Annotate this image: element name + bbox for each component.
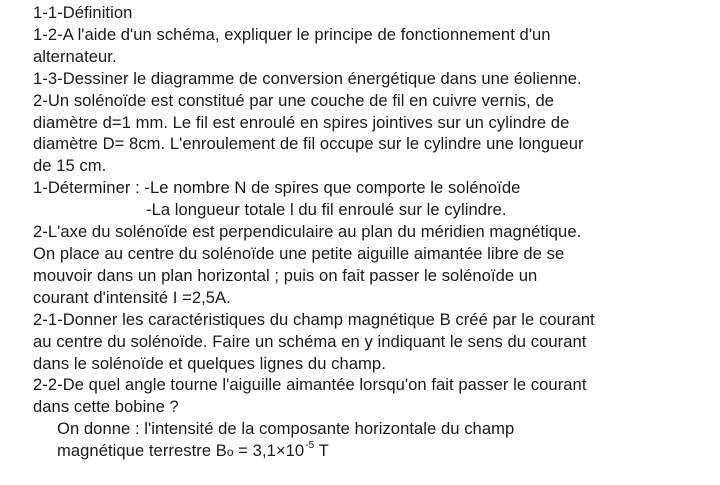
problem-2-line-2: diamètre d=1 mm. Le fil est enroulé en spires jointives sur un cylindre de: [33, 112, 570, 132]
question-2-2-line-4: courant d'intensité I =2,5A.: [33, 287, 231, 307]
b-zero-subscript: o: [226, 445, 234, 460]
problem-2-line-4: de 15 cm.: [33, 156, 107, 176]
exponent: -5: [305, 440, 315, 452]
problem-2-line-1: 2-Un solénoïde est constitué par une couche de fil en cuivre vernis, de: [33, 90, 555, 110]
given-data-unit: T: [314, 441, 329, 461]
question-2-2-2-line-2: dans cette bobine ?: [33, 397, 179, 417]
question-2-2-1-line-2: au centre du solénoïde. Faire un schéma en y indiquant le sens du courant: [33, 331, 587, 351]
question-1-2-line-2: alternateur.: [33, 46, 117, 66]
given-data-value: = 3,1×10: [233, 441, 305, 461]
given-data-text: magnétique terrestre B: [57, 441, 227, 461]
question-2-2-2-line-1: 2-2-De quel angle tourne l'aiguille aimantée lorsqu'on fait passer le courant: [33, 375, 587, 395]
problem-2-line-3: diamètre D= 8cm. L'enroulement de fil occupe sur le cylindre une longueur: [33, 134, 584, 154]
question-1-3: 1-3-Dessiner le diagramme de conversion énergétique dans une éolienne.: [33, 68, 582, 88]
given-data-line-2: [33, 440, 703, 464]
given-data-line-1: On donne : l'intensité de la composante horizontale du champ: [57, 419, 515, 439]
question-2-1-line-2: -La longueur totale l du fil enroulé sur le cylindre.: [146, 200, 507, 220]
question-2-2-1-line-3: dans le solénoïde et quelques lignes du champ.: [33, 353, 386, 373]
question-1-2-line-1: 1-2-A l'aide d'un schéma, expliquer le principe de fonctionnement d'un: [33, 24, 551, 44]
exercise-text: [33, 2, 703, 464]
question-2-2-line-3: mouvoir dans un plan horizontal ; puis on fait passer le solénoïde un: [33, 265, 538, 285]
question-2-2-line-1: 2-L'axe du solénoïde est perpendiculaire au plan du méridien magnétique.: [33, 222, 582, 242]
question-2-2-1-line-1: 2-1-Donner les caractéristiques du champ magnétique B créé par le courant: [33, 309, 595, 329]
question-1-1: 1-1-Définition: [33, 3, 133, 22]
question-2-1-line-1: 1-Déterminer : -Le nombre N de spires que comporte le solénoïde: [33, 178, 521, 198]
question-2-2-line-2: On place au centre du solénoïde une petite aiguille aimantée libre de se: [33, 243, 565, 263]
